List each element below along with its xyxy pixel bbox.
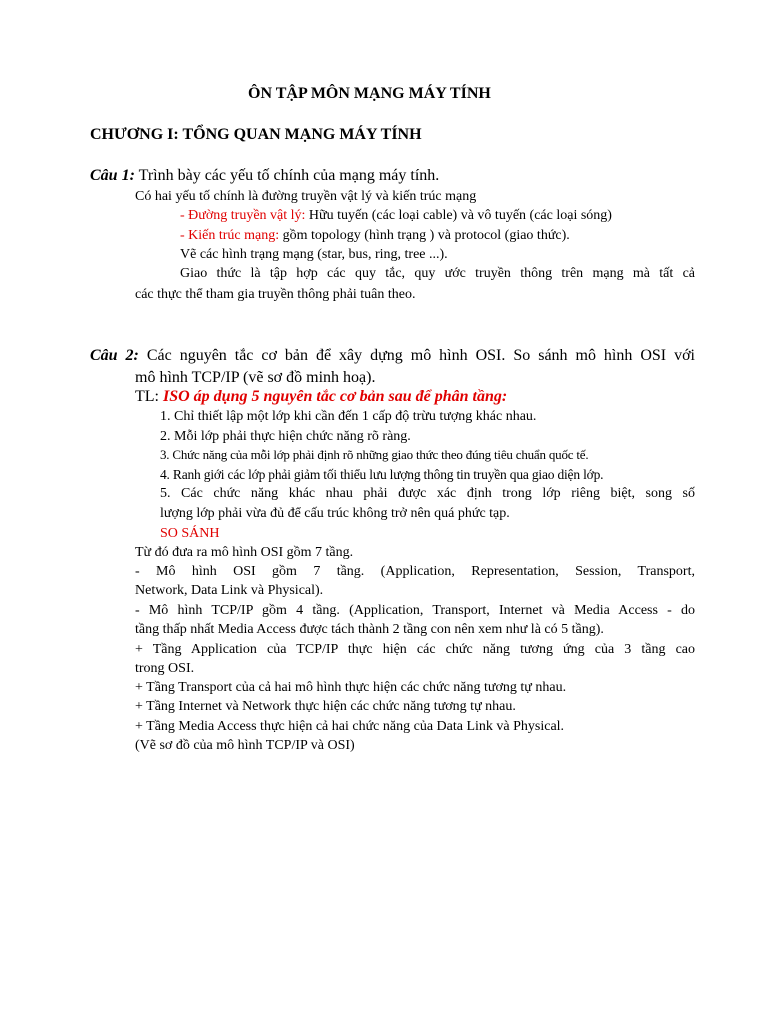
question-2-text-2: mô hình TCP/IP (vẽ sơ đồ minh hoạ). <box>135 369 376 386</box>
compare-line-1: Từ đó đưa ra mô hình OSI gồm 7 tầng. <box>135 545 354 560</box>
principle-1: 1. Chỉ thiết lập một lớp khi cần đến 1 cấp độ trừu tượng khác nhau. <box>160 409 537 424</box>
compare-line-3b: tầng thấp nhất Media Access được tách thành 2 tầng con nên xem như là có 5 tầng). <box>135 622 604 637</box>
q1-line-3-term: - Kiến trúc mạng: <box>180 228 280 243</box>
chapter-heading: CHƯƠNG I: TỔNG QUAN MẠNG MÁY TÍNH <box>90 126 422 143</box>
q1-line-2 <box>180 207 612 225</box>
question-1-text: Trình bày các yếu tố chính của mạng máy tính. <box>134 167 440 184</box>
compare-line-2b: Network, Data Link và Physical). <box>135 583 324 598</box>
answer-label: TL: <box>135 388 163 405</box>
q1-line-1: Có hai yếu tố chính là đường truyền vật lý và kiến trúc mạng <box>135 189 477 204</box>
q1-line-2-text: Hữu tuyến (các loại cable) và vô tuyến (các loại sóng) <box>305 208 612 223</box>
question-2-label: Câu 2: <box>90 347 139 364</box>
question-1 <box>90 166 439 186</box>
q1-line-5: Giao thức là tập hợp các quy tắc, quy ước truyền thông trên mạng mà tất cả <box>180 266 695 281</box>
compare-line-2a: - Mô hình OSI gồm 7 tầng. (Application, Representation, Session, Transport, <box>135 564 695 579</box>
question-2 <box>90 346 695 366</box>
q1-line-3 <box>180 227 570 245</box>
iso-principles-heading: ISO áp dụng 5 nguyên tắc cơ bản sau để phân tầng: <box>163 388 508 405</box>
compare-line-6: + Tầng Internet và Network thực hiện các chức năng tương tự nhau. <box>135 699 516 714</box>
q1-line-2-term: - Đường truyền vật lý: <box>180 208 306 223</box>
compare-line-7: + Tầng Media Access thực hiện cả hai chức năng của Data Link và Physical. <box>135 719 565 734</box>
principle-2: 2. Mỗi lớp phải thực hiện chức năng rõ ràng. <box>160 429 411 444</box>
compare-heading: SO SÁNH <box>160 526 220 541</box>
compare-line-8: (Vẽ sơ đồ của mô hình TCP/IP và OSI) <box>135 738 355 753</box>
document-title: ÔN TẬP MÔN MẠNG MÁY TÍNH <box>248 85 491 102</box>
q1-line-4: Vẽ các hình trạng mạng (star, bus, ring, tree ...). <box>180 247 448 262</box>
principle-3: 3. Chức năng của mỗi lớp phải định rõ những giao thức theo đúng tiêu chuẩn quốc tế. <box>160 447 589 462</box>
question-2-text: Các nguyên tắc cơ bản để xây dựng mô hình OSI. So sánh mô hình OSI với <box>138 347 695 364</box>
compare-line-4a: + Tầng Application của TCP/IP thực hiện các chức năng tương ứng của 3 tầng cao <box>135 642 695 657</box>
q1-line-6: các thực thể tham gia truyền thông phải tuân theo. <box>135 287 416 302</box>
question-1-label: Câu 1: <box>90 167 135 184</box>
principle-5b: lượng lớp phải vừa đủ để cấu trúc không trở nên quá phức tạp. <box>160 506 510 521</box>
compare-line-4b: trong OSI. <box>135 661 195 676</box>
q1-line-3-text: gồm topology (hình trạng ) và protocol (giao thức). <box>279 228 570 243</box>
compare-line-5: + Tầng Transport của cả hai mô hình thực hiện các chức năng tương tự nhau. <box>135 680 567 695</box>
compare-line-3a: - Mô hình TCP/IP gồm 4 tầng. (Application, Transport, Internet và Media Access - do <box>135 603 695 618</box>
answer-intro <box>135 387 507 407</box>
principle-4: 4. Ranh giới các lớp phải giảm tối thiểu lưu lượng thông tin truyền qua giao diện lớp. <box>160 467 604 482</box>
principle-5a: 5. Các chức năng khác nhau phải được xác định trong lớp riêng biệt, song số <box>160 486 695 501</box>
